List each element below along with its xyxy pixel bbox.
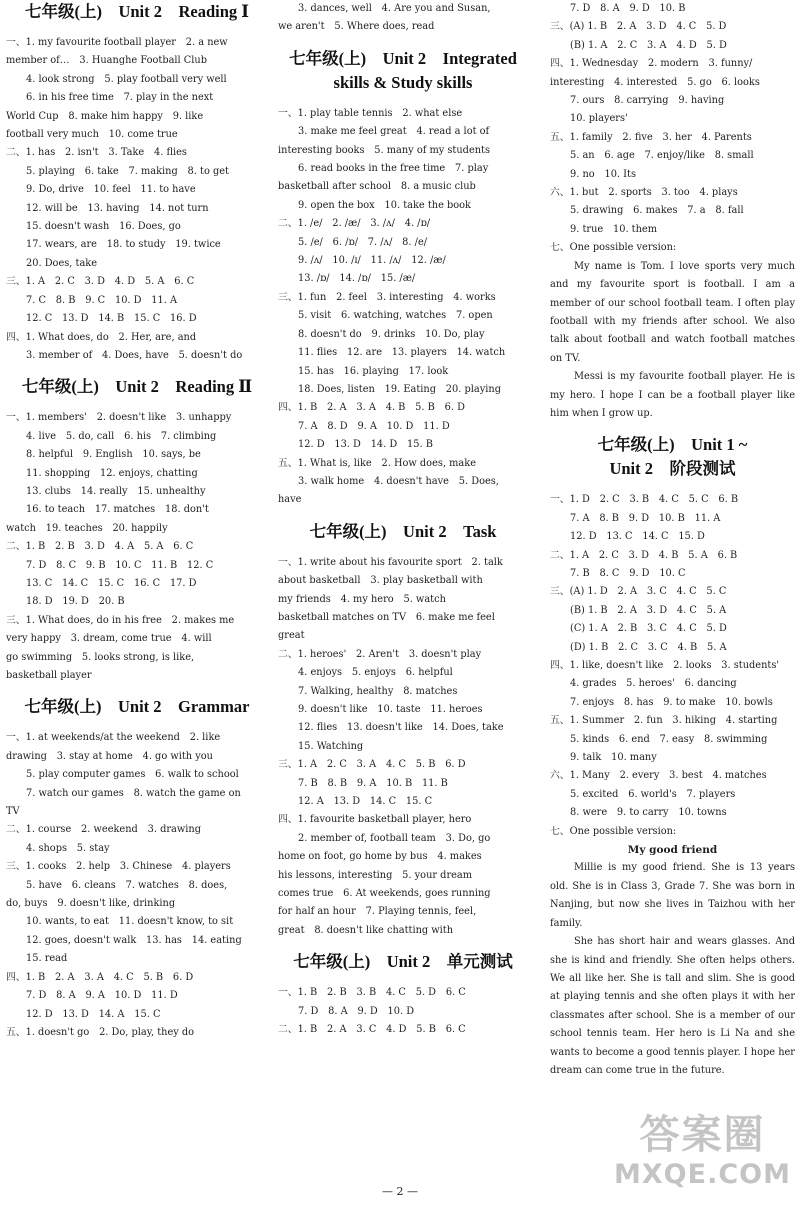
answer-line: watch 19. teaches 20. happily (6, 522, 168, 534)
answer-line: drawing 3. stay at home 4. go with you (6, 750, 213, 762)
answer-line: 15. has 16. playing 17. look (298, 365, 449, 377)
answer-line: home on foot, go home by bus 4. makes (278, 851, 482, 863)
section-title: 七年级(上) Unit 2 Integrated (289, 48, 517, 68)
answer-line: 三、1. A 2. C 3. A 4. C 5. B 6. D (278, 759, 466, 771)
answer-column-left (0, 0, 268, 1166)
answer-line: do, buys 9. doesn't like, drinking (6, 898, 176, 910)
answer-line: 3. make me feel great 4. read a lot of (298, 126, 490, 138)
answer-line: 二、1. B 2. B 3. D 4. A 5. A 6. C (6, 541, 194, 553)
answer-line: interesting books 5. many of my students (278, 144, 491, 156)
answer-line: 7. B 8. B 9. A 10. B 11. B (298, 777, 448, 789)
essay-paragraph: My name is Tom. I love sports very much and my favourite sport is football. I am a member of our school football team. I often play football with my friends after school. We also talk about football and watch football matches on TV. (550, 260, 795, 364)
answer-line: 9. talk 10. many (570, 752, 657, 764)
answer-line: 一、1. B 2. B 3. B 4. C 5. D 6. C (278, 987, 466, 999)
answer-line: 12. A 13. D 14. C 15. C (298, 796, 433, 808)
answer-line: 4. shops 5. stay (26, 842, 110, 854)
answer-line: 5. an 6. age 7. enjoy/like 8. small (570, 150, 754, 162)
answer-line: 7. D 8. C 9. B 10. C 11. B 12. C (26, 559, 214, 571)
answer-line: about basketball 3. play basketball with (278, 575, 483, 587)
answer-line: 二、1. heroes' 2. Aren't 3. doesn't play (278, 648, 482, 660)
answer-line: football very much 10. come true (6, 129, 178, 141)
answer-line: 4. live 5. do, call 6. his 7. climbing (26, 430, 217, 442)
section-title: skills & Study skills (333, 72, 473, 92)
answer-line: interesting 4. interested 5. go 6. looks (550, 76, 760, 88)
answer-line: 二、1. /e/ 2. /æ/ 3. /ʌ/ 4. /ɒ/ (278, 218, 431, 230)
answer-line: 11. flies 12. are 13. players 14. watch (298, 347, 506, 359)
answer-line: 六、1. but 2. sports 3. too 4. plays (550, 187, 738, 199)
spacer (6, 399, 268, 409)
answer-line: 五、1. doesn't go 2. Do, play, they do (6, 1026, 195, 1038)
answer-line: 4. enjoys 5. enjoys 6. helpful (298, 667, 453, 679)
answer-line: 一、1. write about his favourite sport 2. talk (278, 556, 503, 568)
sample-essay (550, 859, 795, 1080)
answer-line: 五、1. family 2. five 3. her 4. Parents (550, 131, 752, 143)
section-title: 七年级(上) Unit 1 ~ (597, 435, 748, 455)
spacer (550, 423, 795, 433)
essay-paragraph: Millie is my good friend. She is 13 years old. She is in Class 3, Grade 7. She was born in Nanjing, but now she lives in Taizhou with her family. (550, 862, 795, 929)
answer-line: 9. true 10. them (570, 223, 658, 235)
answer-line: 12. will be 13. having 14. not turn (26, 202, 209, 214)
answer-line: 18. D 19. D 20. B (26, 596, 125, 608)
answer-line: 7. enjoys 8. has 9. to make 10. bowls (570, 696, 773, 708)
answer-line: 三、1. A 2. C 3. D 4. D 5. A 6. C (6, 276, 195, 288)
answer-line: 一、1. play table tennis 2. what else (278, 107, 463, 119)
answer-line: basketball player (6, 670, 92, 681)
page-number: — 2 — (382, 1185, 418, 1198)
answer-line: 4. grades 5. heroes' 6. dancing (570, 678, 737, 690)
spacer (550, 481, 795, 491)
sample-essay (550, 258, 795, 424)
answer-line: 9. /ʌ/ 10. /ɪ/ 11. /ʌ/ 12. /æ/ (298, 255, 446, 267)
essay-paragraph: She has short hair and wears glasses. And she is kind and friendly. She often helps others. We all like her. She is tall and slim. She is good at playing tennis and she often plays it with her classmates after school. She is a member of our school tennis team. Her hero is Li Na and she wants to become a good tennis player. I hope her dream can come true in the future. (550, 936, 795, 1076)
answer-line: 12. D 13. D 14. A 15. C (26, 1008, 161, 1020)
answer-line: (D) 1. B 2. C 3. C 4. B 5. A (570, 641, 727, 653)
answer-line: 7. D 8. A 9. D 10. D (298, 1005, 415, 1017)
answer-line: 一、1. my favourite football player 2. a new (6, 37, 228, 48)
answer-line: World Cup 8. make him happy 9. like (6, 110, 204, 122)
answer-line: (B) 1. B 2. A 3. D 4. C 5. A (570, 604, 727, 616)
answer-line: 5. visit 6. watching, watches 7. open (298, 310, 493, 322)
answer-line: 四、1. favourite basketball player, hero (278, 814, 472, 826)
spacer (278, 940, 528, 950)
answer-line: 五、1. Summer 2. fun 3. hiking 4. starting (550, 715, 778, 727)
answer-line: 5. play computer games 6. walk to school (26, 769, 239, 781)
answer-line: 9. Do, drive 10. feel 11. to have (26, 184, 196, 196)
spacer (6, 24, 268, 34)
answer-line: go swimming 5. looks strong, is like, (6, 651, 195, 663)
answer-line: 3. walk home 4. doesn't have 5. Does, (298, 475, 499, 487)
section-title: Unit 2 阶段测试 (609, 459, 736, 479)
answer-line: 16. to teach 17. matches 18. don't (26, 504, 209, 516)
answer-line: 一、1. members' 2. doesn't like 3. unhappy (6, 412, 232, 424)
answer-line: 7. Walking, healthy 8. matches (298, 685, 458, 697)
answer-line: 二、1. has 2. isn't 3. Take 4. flies (6, 147, 187, 159)
answer-line: 8. doesn't do 9. drinks 10. Do, play (298, 328, 485, 340)
spacer (6, 685, 268, 695)
answer-line: 7. ours 8. carrying 9. having (570, 95, 725, 107)
answer-line: 13. C 14. C 15. C 16. C 17. D (26, 577, 197, 589)
answer-line: 11. shopping 12. enjoys, chatting (26, 467, 198, 479)
spacer (278, 974, 528, 984)
section-title: 七年级(上) Unit 2 Task (309, 521, 497, 541)
answer-line: 12. D 13. D 14. D 15. B (298, 439, 433, 451)
answer-line: 5. excited 6. world's 7. players (570, 788, 736, 800)
answer-line: 12. D 13. C 14. C 15. D (570, 531, 705, 543)
answer-line: 5. playing 6. take 7. making 8. to get (26, 165, 229, 177)
answer-line: 12. flies 13. doesn't like 14. Does, take (298, 722, 504, 734)
answer-line: comes true 6. At weekends, goes running (278, 888, 491, 900)
answer-line: have (278, 494, 302, 506)
answer-line: 一、1. at weekends/at the weekend 2. like (6, 732, 221, 744)
answer-line: TV (6, 806, 20, 818)
answer-line: 2. member of, football team 3. Do, go (298, 832, 491, 844)
answer-line: 7. B 8. C 9. D 10. C (570, 567, 686, 579)
answer-line: 13. clubs 14. really 15. unhealthy (26, 485, 206, 497)
spacer (278, 95, 528, 105)
answer-line: 7. A 8. B 9. D 10. B 11. A (570, 512, 721, 524)
answer-line: 15. read (26, 953, 68, 965)
answer-line: 一、1. D 2. C 3. B 4. C 5. C 6. B (550, 494, 739, 506)
answer-line: 5. /e/ 6. /ɒ/ 7. /ʌ/ 8. /e/ (298, 236, 428, 248)
spacer (278, 510, 528, 520)
watermark-url: MXQE.COM (614, 1159, 791, 1190)
answer-line: 8. were 9. to carry 10. towns (570, 807, 727, 819)
answer-line: 3. dances, well 4. Are you and Susan, (298, 3, 491, 14)
answer-line: 四、1. like, doesn't like 2. looks 3. students' (550, 660, 780, 671)
answer-line: 6. in his free time 7. play in the next (26, 92, 214, 104)
answer-line: 10. players' (570, 113, 628, 125)
answer-line: 二、1. A 2. C 3. D 4. B 5. A 6. B (550, 549, 738, 561)
answer-line: 15. doesn't wash 16. Does, go (26, 221, 181, 233)
answer-line: his lessons, interesting 5. your dream (278, 869, 473, 881)
answer-line: (B) 1. A 2. C 3. A 4. D 5. D (570, 39, 727, 51)
watermark-logo-text: 答案圈 (639, 1112, 766, 1158)
answer-line: 六、1. Many 2. every 3. best 4. matches (550, 770, 767, 782)
answer-line: 四、1. Wednesday 2. modern 3. funny/ (550, 58, 753, 70)
section-title: 七年级(上) Unit 2 Reading Ⅰ (24, 2, 250, 21)
answer-line: 9. open the box 10. take the book (298, 199, 471, 211)
answer-line: 七、One possible version: (550, 825, 677, 837)
answer-line: 12. C 13. D 14. B 15. C 16. D (26, 313, 197, 325)
essay-paragraph: Messi is my favourite football player. He is my hero. I hope I can be a football player like him when I grow up. (550, 371, 795, 419)
answer-line: 三、(A) 1. D 2. A 3. C 4. C 5. C (550, 586, 727, 598)
answer-line: 5. have 6. cleans 7. watches 8. does, (26, 879, 228, 891)
answer-line: 7. D 8. A 9. A 10. D 11. D (26, 990, 178, 1002)
answer-line: 5. drawing 6. makes 7. a 8. fall (570, 205, 744, 217)
answer-line: basketball after school 8. a music club (278, 181, 476, 193)
answer-line: 10. wants, to eat 11. doesn't know, to sit (26, 916, 234, 928)
answer-line: 15. Watching (298, 740, 364, 752)
answer-line: 四、1. B 2. A 3. A 4. C 5. B 6. D (6, 971, 194, 983)
spacer (6, 365, 268, 375)
essay-title: My good friend (627, 844, 718, 857)
answer-line: 4. look strong 5. play football very well (26, 73, 227, 85)
answer-line: 7. watch our games 8. watch the game on (26, 787, 241, 799)
answer-line: great 8. doesn't like chatting with (278, 924, 454, 936)
answer-column-right (550, 0, 795, 1166)
answer-line: great (278, 630, 305, 642)
answer-line: 7. D 8. A 9. D 10. B (570, 3, 686, 14)
answer-line: basketball matches on TV 6. make me feel (278, 611, 495, 623)
answer-line: 12. goes, doesn't walk 13. has 14. eating (26, 934, 242, 946)
answer-line: 9. doesn't like 10. taste 11. heroes (298, 704, 483, 715)
answer-line: 三、1. What does, do in his free 2. makes me (6, 614, 235, 626)
answer-line: 三、1. fun 2. feel 3. interesting 4. works (278, 291, 496, 303)
answer-line: my friends 4. my hero 5. watch (278, 593, 446, 605)
answer-line: (C) 1. A 2. B 3. C 4. C 5. D (570, 623, 727, 635)
answer-line: 6. read books in the free time 7. play (298, 163, 489, 175)
spacer (278, 37, 528, 47)
answer-line: 五、1. What is, like 2. How does, make (278, 457, 477, 469)
answer-line: 7. A 8. D 9. A 10. D 11. D (298, 420, 450, 432)
answer-line: 四、1. B 2. A 3. A 4. B 5. B 6. D (278, 402, 465, 414)
answer-line: 二、1. course 2. weekend 3. drawing (6, 824, 201, 836)
answer-line: 17. wears, are 18. to study 19. twice (26, 239, 221, 251)
answer-line: 18. Does, listen 19. Eating 20. playing (298, 383, 501, 395)
spacer (6, 719, 268, 729)
section-title: 七年级(上) Unit 2 单元测试 (293, 952, 513, 972)
answer-line: 13. /ɒ/ 14. /ɒ/ 15. /æ/ (298, 273, 416, 285)
answer-line: for half an hour 7. Playing tennis, feel, (278, 906, 477, 918)
answer-line: 四、1. What does, do 2. Her, are, and (6, 331, 197, 343)
answer-line: 三、(A) 1. B 2. A 3. D 4. C 5. D (550, 21, 727, 33)
answer-column-middle (278, 0, 528, 1166)
watermark-logo (610, 1112, 795, 1202)
section-title: 七年级(上) Unit 2 Reading Ⅱ (21, 377, 253, 397)
answer-line: 3. member of 4. Does, have 5. doesn't do (26, 349, 243, 361)
answer-line: 七、One possible version: (550, 242, 677, 254)
section-title: 七年级(上) Unit 2 Grammar (24, 697, 250, 717)
answer-line: 二、1. B 2. A 3. C 4. D 5. B 6. C (278, 1024, 466, 1036)
answer-line: we aren't 5. Where does, read (278, 21, 435, 33)
answer-line: member of… 3. Huanghe Football Club (6, 55, 208, 67)
answer-line: 8. helpful 9. English 10. says, be (26, 449, 201, 461)
answer-line: 20. Does, take (26, 257, 98, 269)
answer-line: 7. C 8. B 9. C 10. D 11. A (26, 294, 178, 306)
answer-line: very happy 3. dream, come true 4. will (6, 633, 212, 645)
answer-line: 三、1. cooks 2. help 3. Chinese 4. players (6, 861, 231, 873)
answer-line: 9. no 10. Its (570, 168, 636, 180)
answer-line: 5. kinds 6. end 7. easy 8. swimming (570, 733, 768, 745)
spacer (278, 544, 528, 554)
